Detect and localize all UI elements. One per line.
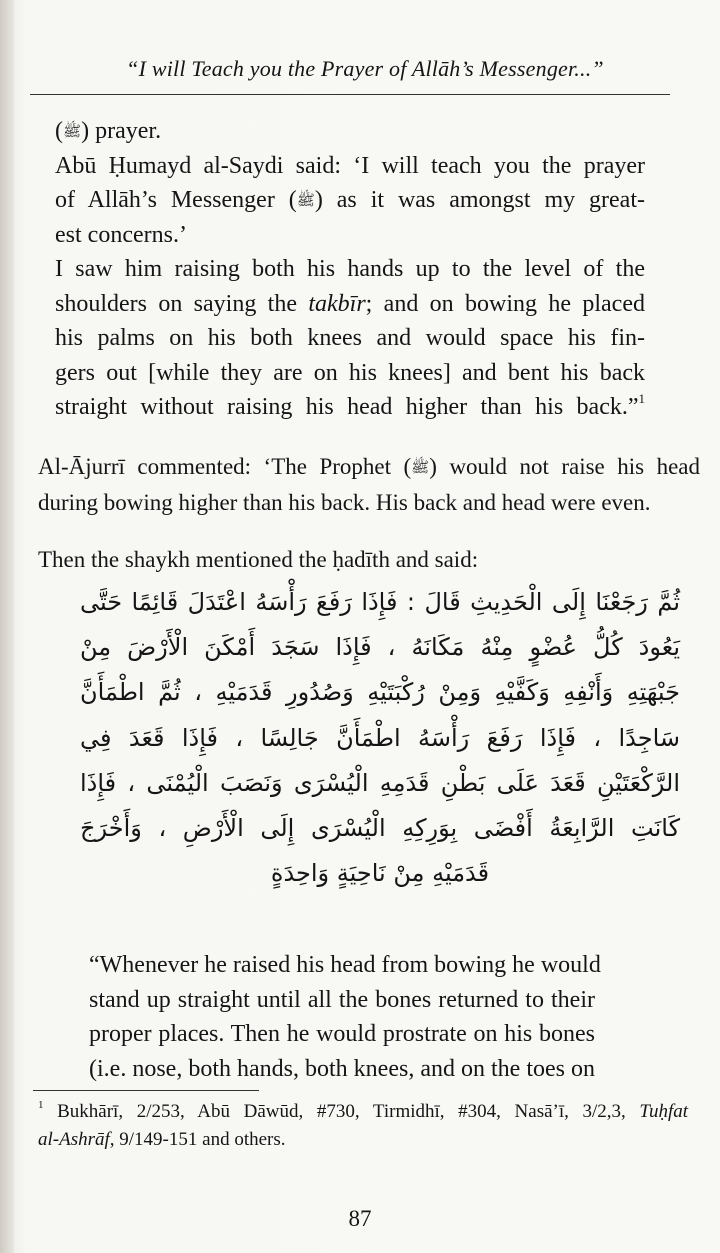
paragraph-ajurri-comment	[38, 449, 700, 520]
arabic-line: الرَّكْعَتَيْنِ قَعَدَ عَلَى بَطْنِ قَدَمِهِ الْيُسْرَى وَنَصَبَ الْيُمْنَى ، فَإِذَا	[80, 768, 680, 797]
text-line: gers out [while they are on his knees] and bent his back	[55, 359, 645, 386]
text-line: est concerns.’	[55, 221, 187, 248]
book-spine-shadow	[0, 0, 14, 1253]
arabic-line: يَعُودَ كُلُّ عُضْوٍ مِنْهُ مَكَانَهُ ، فَإِذَا سَجَدَ أَمْكَنَ الْأَرْضَ مِنْ	[80, 633, 680, 662]
text-line: I saw him raising both his hands up to the level of the	[55, 256, 645, 282]
salutation-symbol: ﷺ	[411, 458, 430, 476]
footnote-line: al-Ashrāf, 9/149-151 and others.	[38, 1129, 286, 1150]
text-line: (i.e. nose, both hands, both knees, and on the toes on	[89, 1055, 595, 1082]
text-line: proper places. Then he would prostrate on his bones	[89, 1021, 595, 1047]
text-line: of Allāh’s Messenger (ﷺ) as it was amongst my great-	[55, 187, 645, 213]
footnote-rule	[33, 1090, 259, 1091]
header-rule	[30, 94, 670, 95]
salutation-symbol: ﷺ	[296, 191, 315, 209]
paragraph-intro-hadith: Then the shaykh mentioned the ḥadīth and said:	[38, 547, 479, 572]
arabic-line: قَدَمَيْهِ مِنْ نَاحِيَةٍ وَاحِدَةٍ	[270, 859, 490, 888]
paragraph-translation	[89, 948, 601, 1086]
footnote-marker: 1	[38, 1099, 44, 1111]
text-line: stand up straight until all the bones returned to their	[89, 986, 595, 1013]
footnote	[38, 1098, 688, 1154]
text-line: “Whenever he raised his head from bowing he would	[89, 952, 601, 978]
text-line: Abū Ḥumayd al-Saydi said: ‘I will teach you the prayer	[55, 152, 645, 179]
salutation-symbol: ﷺ	[63, 122, 82, 140]
text-line: Al-Ājurrī commented: ‘The Prophet (ﷺ) would not raise his head	[38, 454, 700, 479]
running-head: “I will Teach you the Prayer of Allāh’s Messenger...”	[126, 56, 604, 81]
arabic-line: ثُمَّ رَجَعْنَا إِلَى الْحَدِيثِ قَالَ : فَإِذَا رَفَعَ رَأْسَهُ اعْتَدَلَ قَائِمًا حَتَّى	[80, 588, 680, 616]
paragraph-hadith-narration	[55, 114, 645, 425]
text-line: (ﷺ) prayer.	[55, 118, 162, 144]
text-line: shoulders on saying the takbīr; and on bowing he placed	[55, 290, 645, 317]
footnote-line: $^1$ Bukhārī, 2/253, Abū Dāwūd, #730, Tirmidhī, #304, Nasā’ī, 3/2,3, Tuḥfat	[38, 1099, 688, 1122]
text-line: his palms on his both knees and would space his fin-	[55, 325, 645, 351]
arabic-line: سَاجِدًا ، فَإِذَا رَفَعَ رَأْسَهُ اطْمَأَنَّ جَالِسًا ، فَإِذَا قَعَدَ فِي	[80, 723, 680, 752]
arabic-hadith-text	[80, 580, 680, 896]
arabic-line: كَانَتِ الرَّابِعَةُ أَفْضَى بِوَرِكِهِ الْيُسْرَى إِلَى الْأَرْضِ ، وَأَخْرَجَ	[80, 814, 680, 843]
text-line: during bowing higher than his back. His back and head were even.	[38, 490, 651, 515]
footnote-reference: 1	[638, 391, 645, 406]
page-number: 87	[348, 1206, 372, 1231]
arabic-line: جَبْهَتِهِ وَأَنْفِهِ وَكَفَّيْهِ وَمِنْ رُكْبَتَيْهِ وَصُدُورِ قَدَمَيْهِ ، ثُمَّ اطْمَأَنَّ	[80, 678, 680, 707]
text-line: straight without raising his head higher than his back.”$^1$	[55, 391, 645, 420]
